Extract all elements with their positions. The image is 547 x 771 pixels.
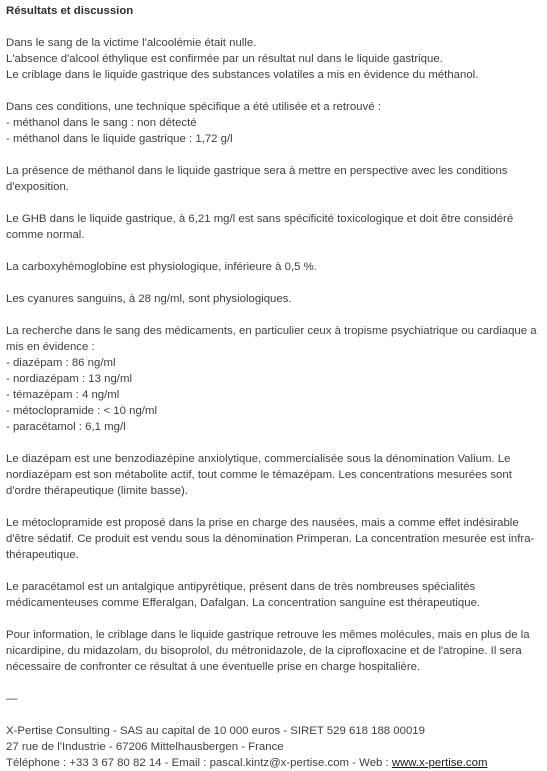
paragraph-medications [6,323,541,435]
list-item: - nordiazépam : 13 ng/ml [6,373,132,385]
text-line: La recherche dans le sang des médicaments, en particulier ceux à tropisme psychiatrique ou cardiaque a mis en évidence : [6,325,537,353]
paragraph-carboxyhemoglobin: La carboxyhémoglobine est physiologique, inférieure à 0,5 %. [6,261,317,273]
paragraph-ghb: Le GHB dans le liquide gastrique, à 6,21 mg/l est sans spécificité toxicologique et doit être considéré comme normal. [6,213,514,241]
paragraph-methanol [6,99,541,147]
paragraph-cyanides: Les cyanures sanguins, à 28 ng/ml, sont physiologiques. [6,293,292,305]
list-item: - méthanol dans le liquide gastrique : 1,72 g/l [6,133,233,145]
list-item: - témazépam : 4 ng/ml [6,389,120,401]
footer-contact [6,755,541,771]
paragraph-alcohol [6,35,541,83]
paragraph-screening: Pour information, le criblage dans le liquide gastrique retrouve les mêmes molécules, mais en plus de la nicardipine, du midazolam, du bisoprolol, du métronidazole, de la ciprofloxacine et de l'atropine. Il sera nécessaire de confronter ce résultat à une éventuelle prise en charge hospitalière. [6,629,530,673]
footer-contact-text: Téléphone : +33 3 67 80 82 14 - Email : pascal.kintz@x-pertise.com - Web : [6,757,392,769]
footer [6,723,541,771]
paragraph-metoclopramide: Le métoclopramide est proposé dans la prise en charge des nausées, mais a comme effet indésirable d'être sédatif. Ce produit est vendu sous la dénomination Primperan. La concentration mesurée est infra-thérapeutique. [6,517,535,561]
separator: — [6,693,18,705]
footer-address: 27 rue de l'Industrie - 67206 Mittelhausbergen - France [6,741,284,753]
list-item: - méthanol dans le sang : non détecté [6,117,197,129]
text-line: Dans le sang de la victime l'alcoolémie était nulle. [6,37,257,49]
list-item: - diazépam : 86 ng/ml [6,357,116,369]
website-link[interactable]: www.x-pertise.com [391,757,488,769]
text-line: L'absence d'alcool éthylique est confirmée par un résultat nul dans le liquide gastrique. [6,53,443,65]
footer-company: X-Pertise Consulting - SAS au capital de 10 000 euros - SIRET 529 618 188 00019 [6,725,425,737]
list-item: - paracétamol : 6,1 mg/l [6,421,126,433]
paragraph-exposure: La présence de méthanol dans le liquide gastrique sera à mettre en perspective avec les conditions d'exposition. [6,165,508,193]
paragraph-diazepam: Le diazépam est une benzodiazépine anxiolytique, commercialisée sous la dénomination Valium. Le nordiazépam est son métabolite actif, tout comme le témazépam. Les concentrations mesurées sont d'ordre thérapeutique (limite basse). [6,453,512,497]
paragraph-paracetamol: Le paracétamol est un antalgique antipyrétique, présent dans de très nombreuses spécialités médicamenteuses comme Efferalgan, Dafalgan. La concentration sanguine est thérapeutique. [6,581,481,609]
section-title: Résultats et discussion [6,5,134,17]
text-line: Dans ces conditions, une technique spécifique a été utilisée et a retrouvé : [6,101,381,113]
list-item: - métoclopramide : < 10 ng/ml [6,405,157,417]
text-line: Le criblage dans le liquide gastrique des substances volatiles a mis en évidence du méthanol. [6,69,479,81]
